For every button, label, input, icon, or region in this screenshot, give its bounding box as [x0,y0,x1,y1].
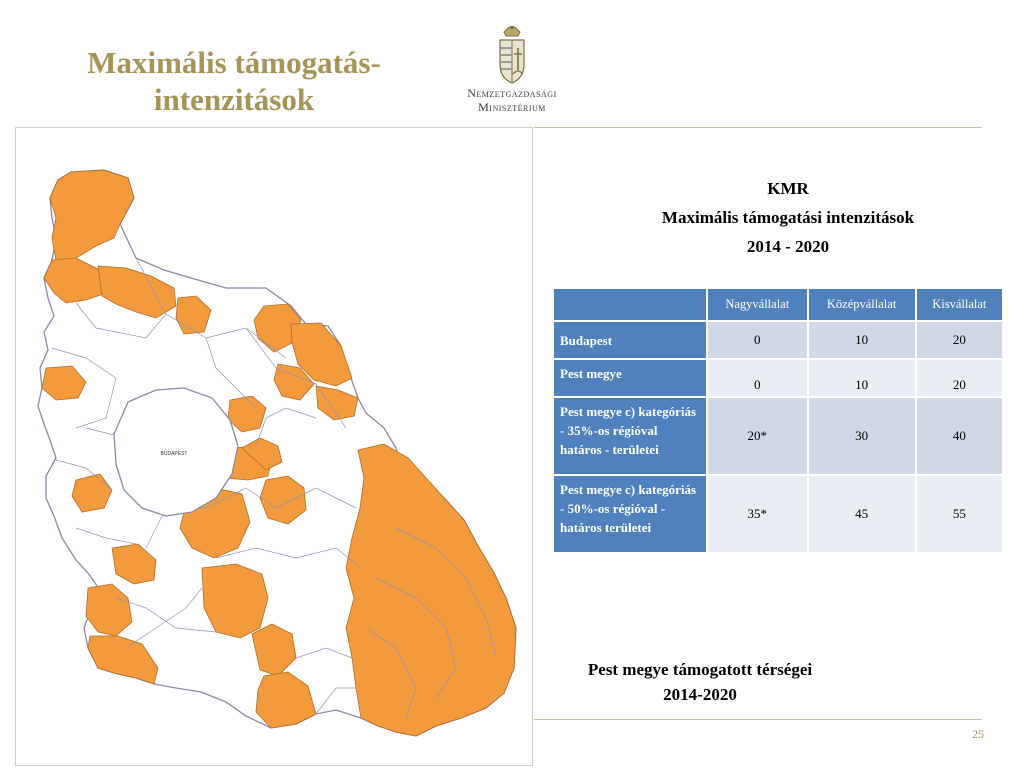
row-label: Pest megye c) kategóriás - 35%-os régióval határos - területei [553,397,707,475]
table-cell: 55 [916,475,1003,553]
table-cell: 30 [808,397,916,475]
kmr-heading-line-3: 2014 - 2020 [746,237,830,256]
hungarian-coat-of-arms-icon [494,26,530,84]
map-caption-line-2: 2014-2020 [663,685,737,704]
map-caption-line-1: Pest megye támogatott térségei [587,660,813,679]
map-caption [544,657,856,707]
table-row [553,359,1003,397]
ministry-logo [452,26,572,122]
table-header-row [553,288,1003,321]
row-label: Pest megye [553,359,707,397]
table-row [553,321,1003,359]
row-label: Budapest [553,321,707,359]
table-cell: 0 [707,359,808,397]
intensity-table [552,287,1004,554]
kmr-heading-line-1: KMR [767,179,809,198]
table-cell: 45 [808,475,916,553]
column-header-small: Kisvállalat [916,288,1003,321]
row-label: Pest megye c) kategóriás - 50%-os régióval - határos területei [553,475,707,553]
bottom-divider [534,719,982,720]
kmr-heading [560,174,1016,261]
table-row [553,397,1003,475]
column-header-medium: Középvállalat [808,288,916,321]
logo-line-2: Minisztérium [478,100,546,114]
budapest-label: BUDAPEST [160,451,188,457]
page-number: 25 [972,727,984,741]
table-cell: 20* [707,397,808,475]
logo-line-1: Nemzetgazdasági [467,86,557,100]
pest-county-map [15,127,533,766]
top-divider [534,127,982,128]
table-row [553,475,1003,553]
table-cell: 20 [916,359,1003,397]
column-header-large: Nagyvállalat [707,288,808,321]
table-cell: 10 [808,321,916,359]
table-cell: 0 [707,321,808,359]
pest-county-map-svg [16,128,532,765]
table-cell: 20 [916,321,1003,359]
table-cell: 35* [707,475,808,553]
table-cell: 10 [808,359,916,397]
slide-title: Maximális támogatás-intenzitások [87,45,381,117]
table-cell: 40 [916,397,1003,475]
kmr-heading-line-2: Maximális támogatási intenzitások [661,208,915,227]
column-header-empty [553,288,707,321]
